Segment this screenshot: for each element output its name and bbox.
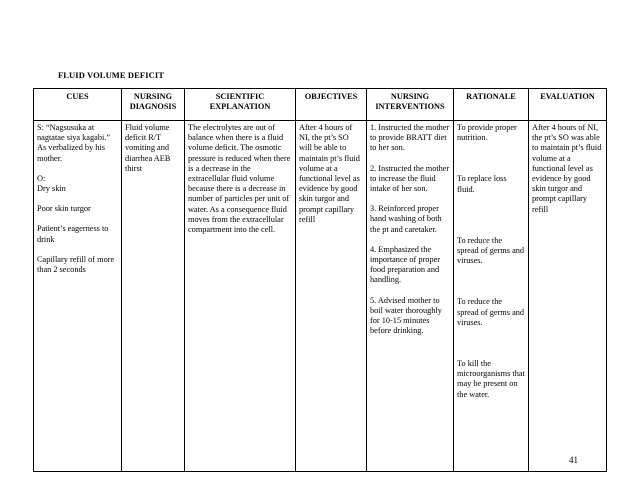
rationale-item: To replace loss fluid. bbox=[457, 174, 507, 194]
cell-cues bbox=[34, 121, 122, 472]
cell-nursing-diagnosis: Fluid volume deficit R/T vomiting and diarrhea AEB thirst bbox=[122, 121, 185, 472]
cell-evaluation: After 4 hours of NI, the pt’s SO was able to maintain pt’s fluid volume at a functional level as evidence by good skin turgor and prompt capillary refill bbox=[529, 121, 607, 472]
intervention-item: 4. Emphasized the importance of proper food preparation and handling. bbox=[370, 244, 441, 285]
cell-nursing-interventions bbox=[367, 121, 454, 472]
cue-eagerness: Patient’s eagerness to drink bbox=[37, 224, 109, 244]
rationale-item: To reduce the spread of germs and viruses. bbox=[457, 235, 525, 266]
intervention-item: 2. Instructed the mother to increase the fluid intake of her son. bbox=[370, 163, 450, 194]
header-nursing-interventions: NURSING INTERVENTIONS bbox=[367, 89, 454, 121]
cue-objective-label: O: bbox=[37, 173, 46, 183]
cue-dry-skin: Dry skin bbox=[37, 184, 66, 194]
cue-subjective: S: “Nagsusuka at nagtatae siya kagabi.” As verbalized by his mother. bbox=[37, 123, 111, 163]
intervention-item: 3. Reinforced proper hand washing of both the pt and caretaker. bbox=[370, 204, 442, 234]
header-evaluation: EVALUATION bbox=[529, 89, 607, 121]
cue-capillary-refill: Capillary refill of more than 2 seconds bbox=[37, 254, 115, 275]
table-row bbox=[34, 121, 607, 472]
rationale-item: To kill the microorganisms that may be present on the water. bbox=[457, 359, 525, 399]
cell-objectives: After 4 hours of NI, the pt’s SO will be able to maintain pt’s fluid volume at a functional level as evidence by good skin turgor and prompt capillary refill bbox=[296, 121, 367, 472]
cue-poor-skin-turgor: Poor skin turgor bbox=[37, 204, 91, 214]
header-objectives: OBJECTIVES bbox=[296, 89, 367, 121]
header-nursing-diagnosis: NURSING DIAGNOSIS bbox=[122, 89, 185, 121]
intervention-item: 1. Instructed the mother to provide BRATT diet to her son. bbox=[370, 123, 450, 153]
header-cues: CUES bbox=[34, 89, 122, 121]
cell-rationale bbox=[454, 121, 529, 472]
rationale-item: To reduce the spread of germs and viruses. bbox=[457, 297, 525, 327]
intervention-item: 5. Advised mother to boil water thoroughly for 10-15 minutes before drinking. bbox=[370, 295, 442, 336]
rationale-item: To provide proper nutrition. bbox=[457, 123, 517, 143]
header-row bbox=[34, 89, 607, 121]
header-scientific-explanation: SCIENTIFIC EXPLANATION bbox=[185, 89, 296, 121]
nursing-care-plan-table bbox=[33, 88, 607, 472]
document-title: FLUID VOLUME DEFICIT bbox=[58, 70, 165, 80]
page-number: 41 bbox=[569, 455, 578, 465]
header-rationale: RATIONALE bbox=[454, 89, 529, 121]
cell-scientific-explanation: The electrolytes are out of balance when there is a fluid volume deficit. The osmotic pressure is reduced when there is a decrease in the extracellular fluid volume because there is a decrease in number of particles per unit of water. As a consequence fluid moves from the extracellular compartment into the cell. bbox=[185, 121, 296, 472]
